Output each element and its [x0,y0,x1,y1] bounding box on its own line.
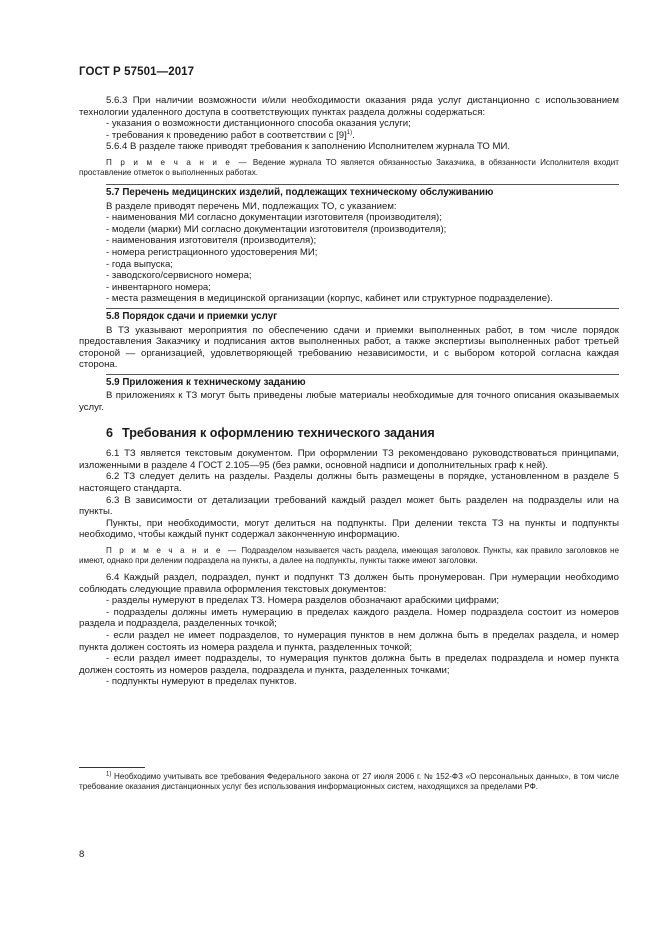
list-item: - номера регистрационного удостоверения МИ; [106,246,318,258]
note-journal: П р и м е ч а н и е — Ведение журнала ТО является обязанностью Заказчика, в обязанности Исполнителя входит проставление отметок о выполненных работах. [79,157,619,177]
paragraph-6-2: 6.2 ТЗ следует делить на разделы. Разделы должны быть размещены в порядке, установленном в разделе 5 настоящего стандарта. [79,471,619,495]
list-item: - наименования изготовителя (производителя); [106,235,317,247]
paragraph-5-9: В приложениях к ТЗ могут быть приведены любые материалы необходимые для точного описания оказываемых услуг. [79,390,619,414]
note-subsection: П р и м е ч а н и е — Подразделом называется часть раздела, имеющая заголовок. Пункты, как правило заголовков не имеют, однако при делении подраздела на пункты, а далее на подпункты, пункты также имеют заголовки. [79,546,620,565]
list-item: - требования к проведению работ в соответствии с $[9]^{1)}$. [106,129,355,141]
footnote: $^{1)}$ Необходимо учитывать все требования Федерального закона от 27 июля 2006 г. № 152-ФЗ «О персональных данных», в том числе требование оказания дистанционных услуг без использования информационных систем, находящихся за пределами РФ. [79,771,619,792]
footnote-reference: 1) [346,129,353,136]
note-label: П р и м е ч а н и е — [106,546,239,555]
section-title: Требования к оформлению технического задания [122,425,435,440]
paragraph-6-4: 6.4 Каждый раздел, подраздел, пункт и подпункт ТЗ должен быть пронумерован. При нумерации необходимо соблюдать следующие правила оформления текстовых документов: [79,572,619,595]
document-code-header: ГОСТ Р 57501—2017 [79,66,195,78]
footnote-separator [79,767,145,768]
heading-rule [106,374,619,375]
list-item: - если раздел имеет подразделы, то нумерация пунктов должна быть в пределах подраздела и номер пункта должен состоять из номеров раздела, подраздела и пункта, разделенных точками; [79,653,619,676]
list-item: - модели (марки) МИ согласно документации изготовителя (производителя); [106,223,447,235]
list-item: - места размещения в медицинской организации (корпус, кабинет или структурное подразделение). [106,293,553,305]
paragraph-6-1: 6.1 ТЗ является текстовым документом. При оформлении ТЗ рекомендовано руководствоваться принципами, изложенными в разделе 4 ГОСТ 2.105—95 (без рамки, основной надписи и дополнительных граф к ней). [79,448,619,471]
list-item: - заводского/сервисного номера; [106,270,252,282]
heading-rule [106,308,619,309]
paragraph-5-6-3: 5.6.3 При наличии возможности и/или необходимости оказания ряда услуг дистанционно с использованием технологии удаленного доступа в соответствующих пунктах раздела должны содержаться: [79,95,619,118]
list-item: - подпункты нумеруют в пределах пунктов. [106,676,297,688]
list-item: - разделы нумеруют в пределах ТЗ. Номера разделов обозначают арабскими цифрами; [106,595,500,607]
page-content [79,95,619,688]
note-label: П р и м е ч а н и е — [106,157,249,167]
page-number: 8 [79,849,85,860]
list-item: - указания о возможности дистанционного способа оказания услуги; [106,118,411,130]
subsection-heading-5-8: 5.8 Порядок сдачи и приемки услуг [79,308,619,325]
list-item: - наименования МИ согласно документации изготовителя (производителя); [106,212,442,224]
section-heading-6 [79,425,619,440]
footnote-marker: 1) [106,771,112,778]
list-item: - инвентарного номера; [106,281,211,293]
paragraph-6-3: 6.3 В зависимости от детализации требований каждый раздел может быть разделен на подразделы или на пункты. [79,494,619,518]
list-item: - года выпуска; [106,258,173,270]
heading-rule [106,184,619,185]
paragraph-5-6-4: 5.6.4 В разделе также приводят требования к заполнению Исполнителем журнала ТО МИ. [106,141,511,153]
subsection-heading-5-7: 5.7 Перечень медицинских изделий, подлежащих техническому обслуживанию [79,184,619,201]
section-number: 6 [106,425,114,440]
paragraph-5-8: В ТЗ указывают мероприятия по обеспечению сдачи и приемки выполненных работ, в том числе порядок предоставления Заказчику и подписания актов выполненных работ, а также экспертизы выполненных работ третьей стороной — организацией, удовлетворяющей требованию независимости, и с выбором которой согласна каждая сторона. [79,324,619,371]
list-item: - если раздел не имеет подразделов, то нумерация пунктов в нем должна быть в пределах раздела, и номер пункта должен состоять из номера раздела и пункта, разделенных точкой; [79,629,619,653]
list-item: - подразделы должны иметь нумерацию в пределах каждого раздела. Номер подраздела состоит из номеров раздела и подраздела, разделенных точкой; [79,606,619,630]
subsection-heading-5-9: 5.9 Приложения к техническому заданию [79,374,619,391]
paragraph-6-3-continued: Пункты, при необходимости, могут делиться на подпункты. При делении текста ТЗ на пункты и подпункты необходимо, чтобы каждый пункт содержал законченную информацию. [79,517,619,541]
paragraph-5-7-intro: В разделе приводят перечень МИ, подлежащих ТО, с указанием: [106,200,397,212]
